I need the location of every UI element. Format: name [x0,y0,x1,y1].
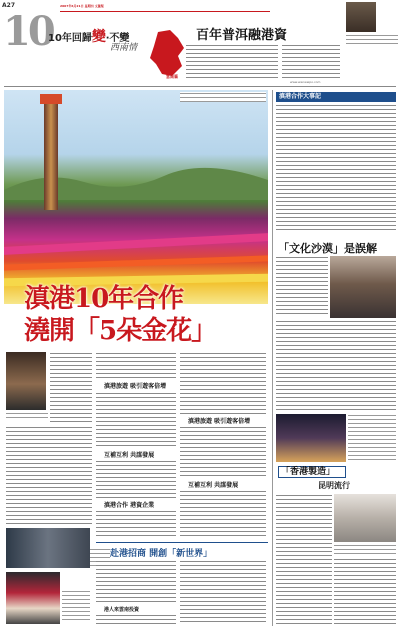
column-title-madein: 「香港製造」 [281,467,336,477]
feature-text-2 [180,560,266,622]
lead-article-text-1 [50,352,92,424]
feature-text-3 [96,614,176,626]
lead-article-text-2 [6,426,92,526]
yunnan-map-graphic [148,30,186,80]
col-head-5: 互補互利 共謀發展 [188,482,239,489]
chronicle-title-bar: 滇港合作大事記 [276,92,396,102]
photo-caption [180,92,266,102]
body-text-col-2b [180,426,266,478]
body-text-col-2c [180,490,266,538]
tower-top [40,94,62,104]
province-label: 雲南篇 [166,74,178,79]
col-head-1: 滇港旅遊 吸引遊客倍增 [104,383,167,390]
meeting-photo [6,528,90,568]
feature-text-1 [96,560,176,604]
sidebar-divider [272,90,273,626]
chronicle-item [276,200,396,214]
col-head-4: 滇港旅遊 吸引遊客倍增 [188,418,251,425]
madein-text-1 [276,494,332,624]
col-head-2: 互補互利 共謀發展 [104,452,155,459]
chronicle-item [276,120,396,134]
intro-text-block [186,44,278,78]
body-text-col-1d [96,510,176,538]
madein-text-2 [334,558,396,624]
column-title-madein-sub: 昆明流行 [318,480,350,490]
masthead-rule [4,86,396,87]
chronicle-list [276,104,396,234]
flower-stripe-1 [4,233,268,255]
region-script: 西南情 [110,43,138,53]
dancers-photo [6,572,60,624]
header-rule [60,11,270,12]
col-head-3: 滇港合作 港資企業 [104,502,155,509]
dateline: 2007年6月21日 星期四 文匯報 [60,4,104,8]
body-text-col-1b [96,392,176,448]
small-headline: 港人來雲南投資 [104,607,140,613]
feature-headline: 赴港招商 開創「新世界」 [110,549,213,559]
column-title-culture: 「文化沙漠」是誤解 [278,242,377,255]
dancers-caption [62,590,90,620]
website-line: www.wenweipo.com [290,80,321,84]
main-photo-flower-park [4,90,268,304]
chronicle-item [276,104,396,118]
column-box-madein [278,466,346,478]
series-title-accent: 變 [91,29,106,45]
tower-graphic [44,100,58,210]
series-title-main: 10年回歸 [48,33,92,44]
intro-text-block-2 [282,44,340,78]
shopping-caption [334,544,396,556]
columnist-photo [330,256,396,318]
culture-text-2 [276,320,396,410]
body-text-col-2 [180,352,266,414]
portrait-caption-left [6,412,48,420]
chronicle-item [276,152,396,166]
main-headline-line2: 澆開「5朵金花」 [24,316,217,346]
body-text-col-1c [96,460,176,498]
section-headline: 百年普洱融港資 [196,28,288,43]
chronicle-item [276,184,396,198]
body-text-col-1 [96,352,176,378]
night-city-photo [276,414,346,462]
main-headline-line1: 滇港10年合作 [24,284,184,314]
shopping-photo [334,494,396,542]
chronicle-item [276,168,396,182]
official-portrait-photo [6,352,46,410]
chronicle-item [276,216,396,230]
culture-text-1 [276,256,328,316]
chronicle-item [276,136,396,150]
page-number: A27 [2,2,15,9]
portrait-caption [346,34,398,44]
portrait-photo-top [346,2,376,32]
night-city-caption [348,414,396,462]
feature-divider [96,542,268,543]
flower-stripe-2 [4,255,268,270]
series-title-tail: ‧不變 [105,33,130,44]
anniversary-number: 10 [3,8,53,55]
